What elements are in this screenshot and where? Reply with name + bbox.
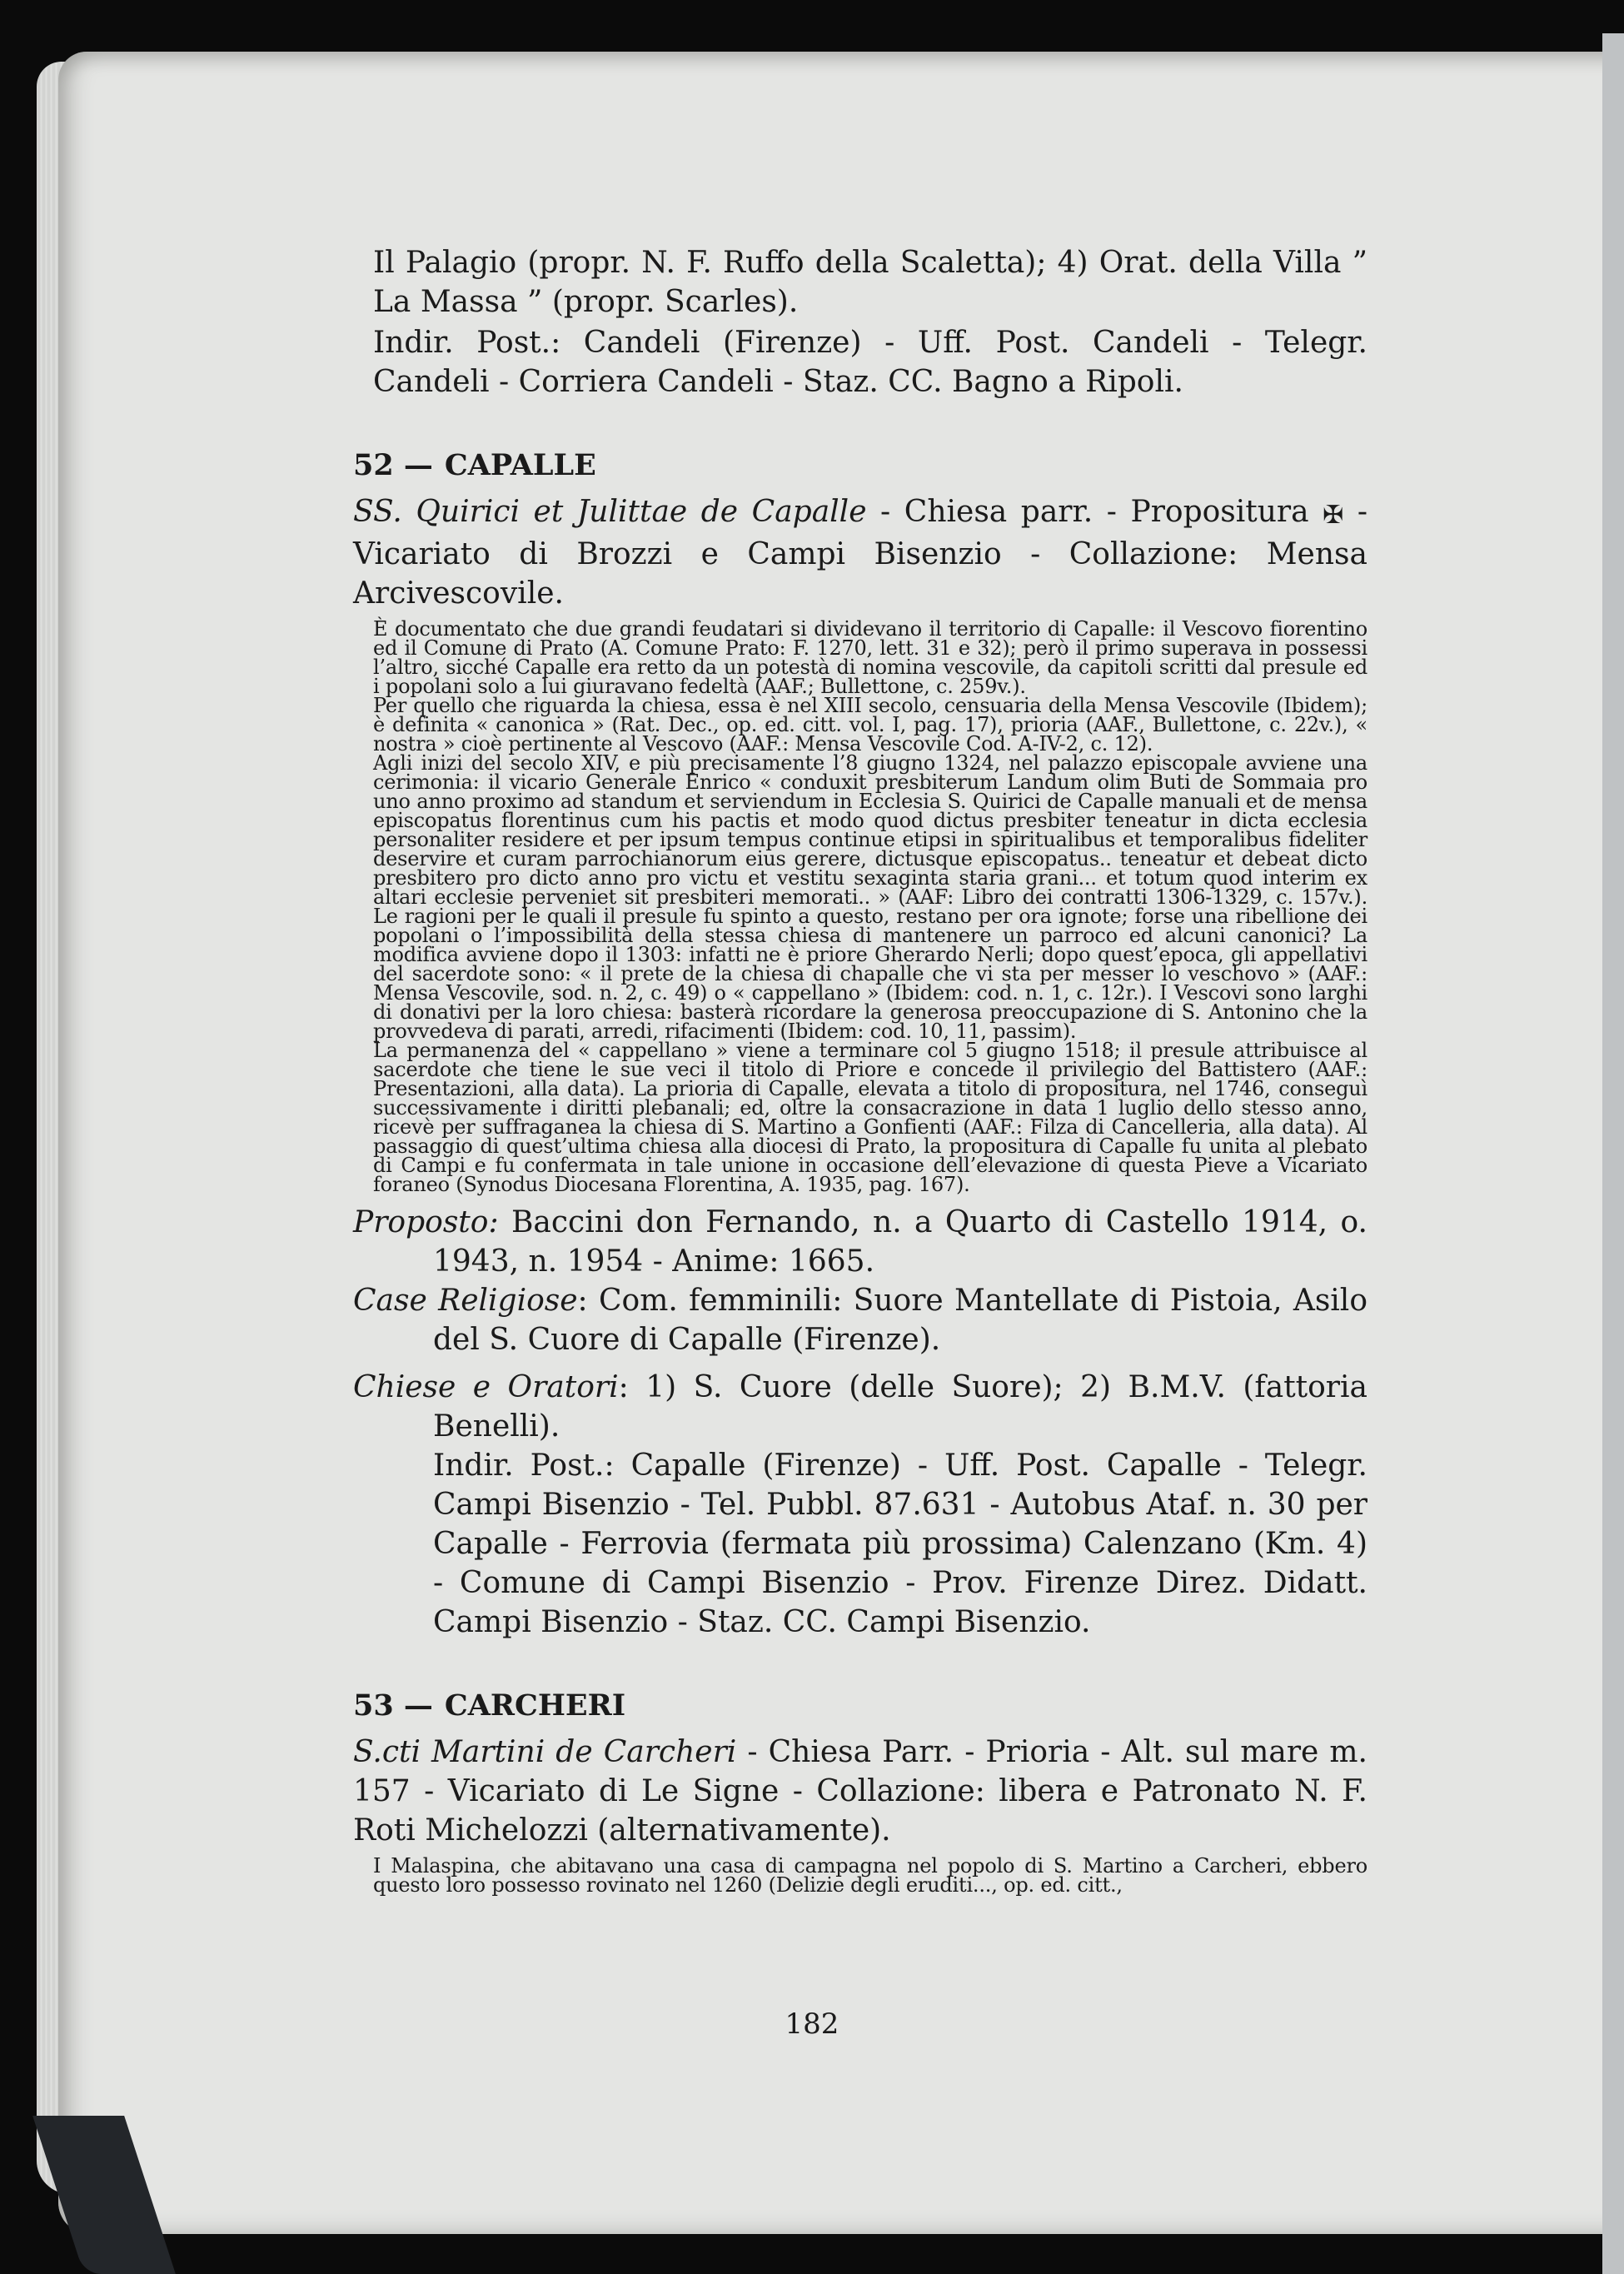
top-line-2: Indir. Post.: Candeli (Firenze) - Uff. Post. Candeli - Telegr. Candeli - Corriera Candeli - Staz. CC. Bagno a Ripoli. [373, 326, 1367, 399]
church-desc-part2: - Vicariato di Brozzi e Campi Bisenzio - Collazione: Mensa Arcivescovile. [353, 495, 1368, 611]
section-number: 52 — [353, 448, 433, 482]
case-label: Case Religiose [353, 1284, 578, 1318]
proposto-entry [293, 1203, 1367, 1281]
section-title: CAPALLE [444, 448, 596, 482]
indir-post-capalle: Indir. Post.: Capalle (Firenze) - Uff. Post. Capalle - Telegr. Campi Bisenzio - Tel. Pubbl. 87.631 - Autobus Ataf. n. 30 per Capalle - Ferrovia (fermata più prossima) Calenzano (Km. 4) - Comune di Campi Bisenzio - Prov. Firenze Direz. Didatt. Campi Bisenzio - Staz. CC. Campi Bisenzio. [433, 1449, 1367, 1639]
church-entry-carcheri [293, 1733, 1367, 1850]
top-block [293, 243, 1367, 401]
page-number: 182 [785, 2007, 839, 2041]
cross-icon: ✠ [1323, 501, 1344, 530]
page-content [293, 242, 1367, 1895]
church-entry-capalle [293, 492, 1367, 613]
top-line-1: Il Palagio (propr. N. F. Ruffo della Scaletta); 4) Orat. della Villa ” La Massa ” (propr. Scarles). [373, 246, 1367, 319]
church-name: S.cti Martini de Carcheri [353, 1735, 737, 1769]
church-name: SS. Quirici et Julittae de Capalle [353, 495, 867, 529]
history-paragraph: Per quello che riguarda la chiesa, essa è nel XIII secolo, censuaria della Mensa Vescovile (Ibidem); è definita « canonica » (Rat. Dec., op. ed. citt. vol. I, pag. 17), prioria (AAF., Bullettone, c. 22v.), « nostra » cioè pertinente al Vescovo (AAF.: Mensa Vescovile Cod. A-IV-2, c. 12). [373, 694, 1367, 756]
history-capalle [293, 617, 1367, 1196]
section-number: 53 — [353, 1688, 433, 1723]
chiese-oratori-entry [293, 1368, 1367, 1642]
section-heading-53 [293, 1688, 1367, 1723]
history-paragraph: Agli inizi del secolo XIV, e più precisamente l’8 giugno 1324, nel palazzo episcopale avviene una cerimonia: il vicario Generale Enrico « conduxit presbiterum Landum olim Buti de Sommaia pro uno anno proximo ad standum et serviendum in Ecclesia S. Quirici de Capalle manuali et de mensa episcopatus florentinus cum his pactis et modo quod dictus presbiter teneatur in dicta ecclesia personaliter residere et per ipsum tempus continue etipsi in spiritualibus et temporalibus fideliter deservire et curam parrochianorum eius gerere, dictusque episcopatus.. teneatur et debeat dicto presbitero pro dicto anno pro victu et vestitu sexaginta staria grani... et totum quod interim ex altari ecclesie perveniet sit presbiteri memorati.. » (AAF: Libro dei contratti 1306-1329, c. 157v.). Le ragioni per le quali il presule fu spinto a questo, restano per ora ignote; forse una ribellione dei popolani o l’impossibilità della stessa chiesa di mantenere un parroco ed alcuni canonici? La modifica avviene dopo il 1303: infatti ne è priore Gherardo Nerli; dopo quest’epoca, gli appellativi del sacerdote sono: « il prete de la chiesa di chapalle che vi sta per messer lo veschovo » (AAF.: Mensa Vescovile, sod. n. 2, c. 49) o « cappellano » (Ibidem: cod. n. 1, c. 12r.). I Vescovi sono larghi di donativi per la loro chiesa: basterà ricordare la generosa preoccupazione di S. Antonino che la provvedeva di parati, arredi, rifacimenti (Ibidem: cod. 10, 11, passim). [373, 751, 1367, 1043]
proposto-text: Baccini don Fernando, n. a Quarto di Castello 1914, o. 1943, n. 1954 - Anime: 1665. [433, 1205, 1367, 1279]
case-religiose-entry [293, 1281, 1367, 1359]
chiese-text: : 1) S. Cuore (delle Suore); 2) B.M.V. (fattoria Benelli). [433, 1370, 1367, 1444]
history-paragraph: I Malaspina, che abitavano una casa di campagna nel popolo di S. Martino a Carcheri, ebbero questo loro possesso rovinato nel 1260 (Delizie degli eruditi..., op. ed. citt., [373, 1854, 1367, 1897]
chiese-label: Chiese e Oratori [353, 1370, 619, 1404]
section-heading-52 [293, 448, 1367, 482]
history-paragraph: La permanenza del « cappellano » viene a terminare col 5 giugno 1518; il presule attribuisce al sacerdote che tiene le sue veci il titolo di Priore e concede il privilegio del Battistero (AAF.: Presentazioni, alla data). La prioria di Capalle, elevata a titolo di propositura, nel 1746, conseguì successivamente i diritti plebanali; ed, oltre la consacrazione in data 1 luglio dello stesso anno, ricevè per suffraganea la chiesa di S. Martino a Gonfienti (AAF.: Filza di Cancelleria, alla data). Al passaggio di quest’ultima chiesa alla diocesi di Prato, la propositura di Capalle fu unita al plebato di Campi e fu confermata in tale unione in occasione dell’elevazione di questa Pieve a Vicariato foraneo (Synodus Diocesana Florentina, A. 1935, pag. 167). [373, 1039, 1367, 1196]
church-desc: - Chiesa Parr. - Prioria - Alt. sul mare m. 157 - Vicariato di Le Signe - Collazione: libera e Patronato N. F. Roti Michelozzi (alternativamente). [353, 1735, 1367, 1848]
section-title: CARCHERI [444, 1688, 626, 1723]
case-text: : Com. femminili: Suore Mantellate di Pistoia, Asilo del S. Cuore di Capalle (Firenze). [433, 1284, 1367, 1357]
proposto-label: Proposto: [353, 1205, 499, 1239]
history-carcheri [293, 1854, 1367, 1897]
church-desc-part1: - Chiesa parr. - Propositura [866, 495, 1323, 529]
facing-page-edge [1602, 33, 1624, 2274]
history-paragraph: È documentato che due grandi feudatari si dividevano il territorio di Capalle: il Vescovo fiorentino ed il Comune di Prato (A. Comune Prato: F. 1270, lett. 31 e 32); però il primo superava in possessi l’altro, sicché Capalle era retto da un potestà di nomina vescovile, da capitoli scritti dal presule ed i popolani solo a lui giuravano fedeltà (AAF.; Bullettone, c. 259v.). [373, 617, 1367, 698]
